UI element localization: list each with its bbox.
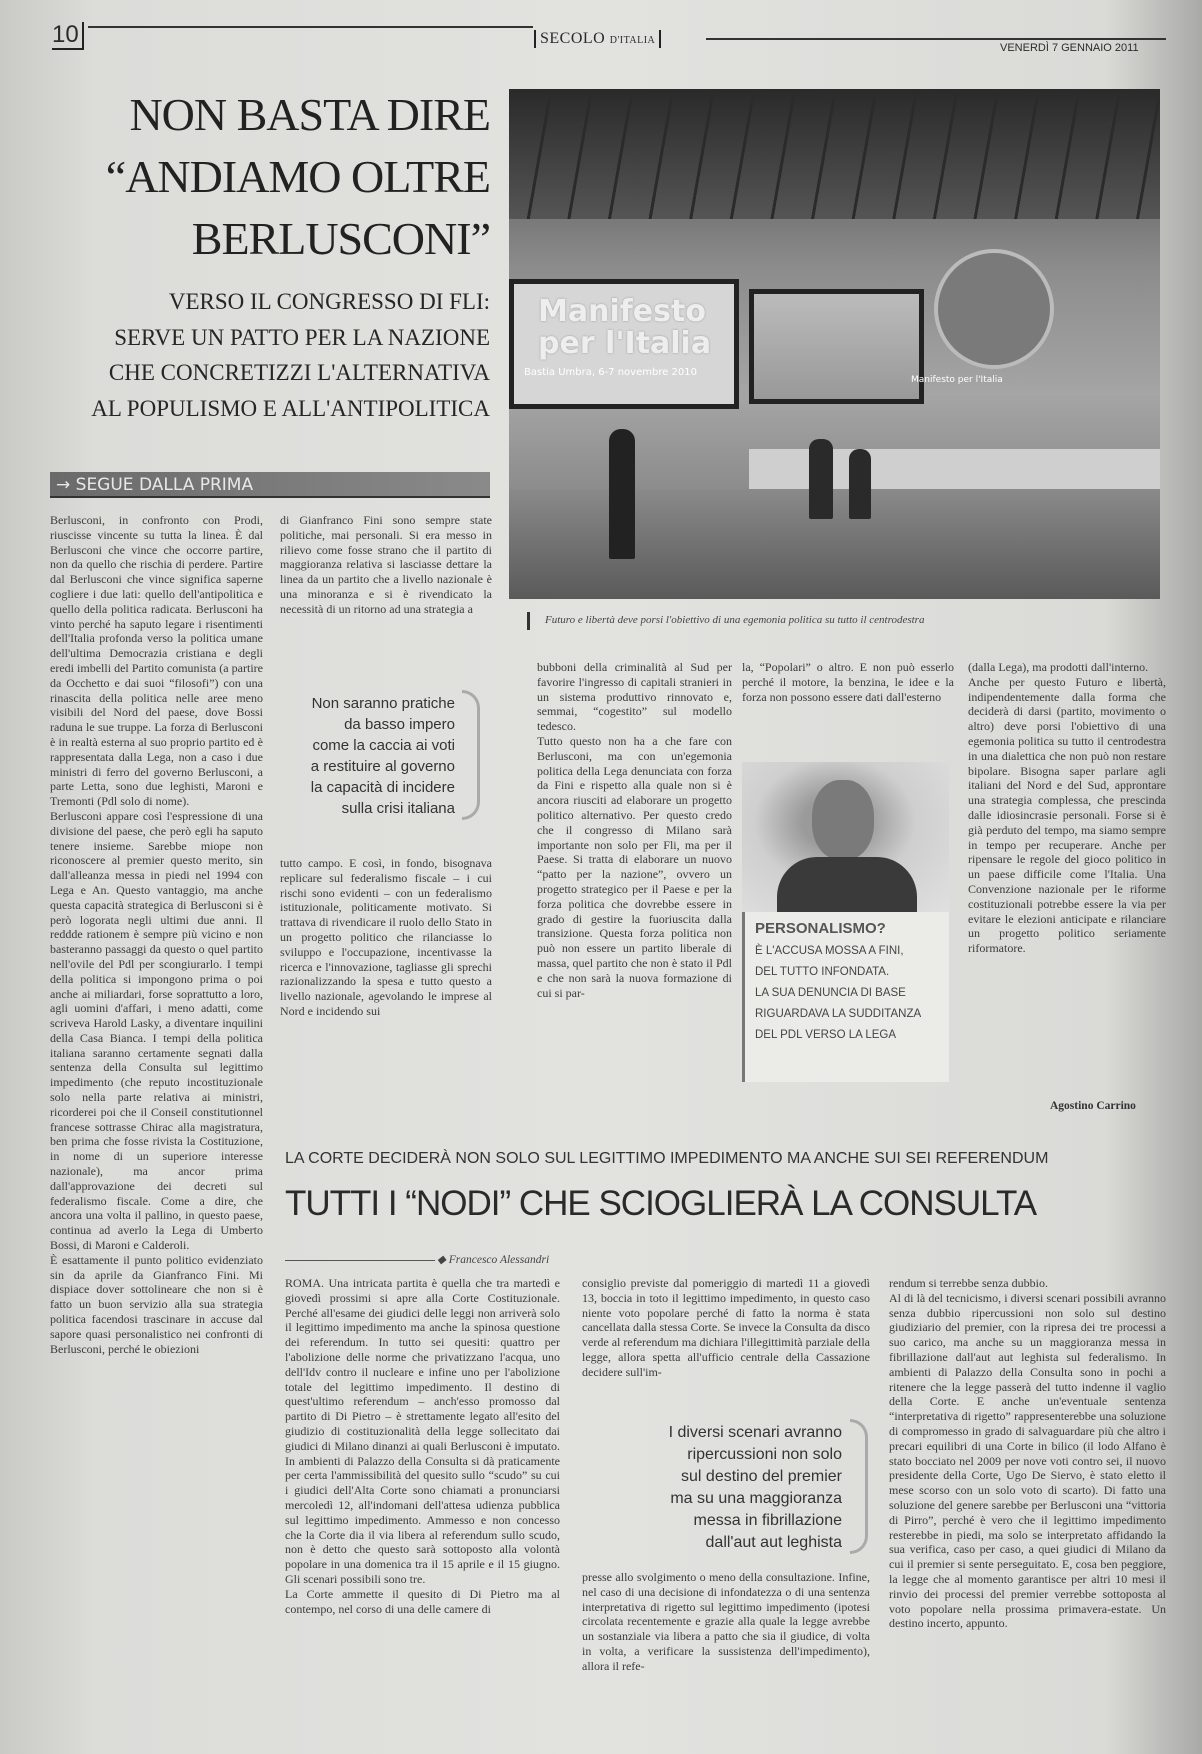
- header-rule-right: [706, 38, 1166, 40]
- second-screen: [749, 289, 924, 404]
- article1-column-4: la, “Popolari” o altro. E non può esserlo perché il motore, la benzina, le idee e la forza non possono essere dati dall'esterno: [742, 660, 954, 704]
- ceiling-truss: [509, 89, 1160, 219]
- masthead-small: D'ITALIA: [609, 35, 656, 46]
- photo-caption-rule: [527, 612, 530, 630]
- event-photo: [509, 89, 1160, 599]
- logo-caption: Manifesto per l'Italia: [911, 375, 1003, 385]
- article2-byline: ◆ Francesco Alessandri: [437, 1254, 550, 1266]
- article2-column-2-top: consiglio previste dal pomeriggio di martedì 11 a giovedì 13, boccia in toto il legittimo impedimento, in questo caso niente voto popolare perché di fatto la norma è stata cancellata dalla stessa Corte. Se invece la Consulta da disco verde al referendum ma dichiara l'illegittimità parziale della legge, allora spetta all'ufficio centrale della Cassazione decidere sull'im-: [582, 1276, 870, 1379]
- portrait-head: [812, 780, 874, 860]
- byline-rule: [285, 1260, 435, 1261]
- article2-kicker: LA CORTE DECIDERÀ NON SOLO SUL LEGITTIMO IMPEDIMENTO MA ANCHE SUI SEI REFERENDUM: [285, 1150, 1049, 1167]
- article1-column-2-bottom: tutto campo. E così, in fondo, bisognava replicare sul federalismo fiscale – i cui rischi sono evidenti – con un federalismo istituzionale, politicamente motivato. Si trattava di rivendicare il ruolo dello Stato in un progetto politico che rilanciasse lo sviluppo e l'occupazione, incentivasse la ricerca e l'innovazione, tagliasse gli sprechi razionalizzando la spesa e tutto questo a livello nazionale, agevolando le imprese al Nord e incidendo sui: [280, 856, 492, 1018]
- box-line: RIGUARDAVA LA SUDDITANZA: [755, 1008, 922, 1020]
- box-line: DEL PDL VERSO LA LEGA: [755, 1029, 897, 1041]
- article1-column-2-top: di Gianfranco Fini sono sempre state politiche, mai personali. Si era messo in rilievo come fosse strano che il partito di maggioranza relativa si lasciasse dettare la linea da un partito che a livello nazionale è una minoranza e si è rivendicato la necessità di un ritorno ad una strategia a: [280, 513, 492, 616]
- pull-quote: Non saranno pratiche da basso impero come la caccia ai voti a restituire al governo la capacità di incidere sulla crisi italiana: [310, 695, 455, 817]
- issue-date: VENERDÌ 7 GENNAIO 2011: [1000, 42, 1139, 54]
- subheadline-line: SERVE UN PATTO PER LA NAZIONE: [114, 324, 490, 350]
- box-line: È L'ACCUSA MOSSA A FINI,: [755, 945, 904, 957]
- article1-column-5: (dalla Lega), ma prodotti dall'interno. Anche per questo Futuro e libertà, indipendentemente dalla forma che deciderà di darsi (partito, movimento o altro) deve porsi l'obiettivo di una egemonia politica su tutto il centrodestra in una dialettica che non può non restare bipolare. Bisogna saper parlare agli italiani del Nord e del Sud, approntare una strategia complessa, che prescinda dalle idiosincrasie personali. Forse si è già perduto del tempo, ma siamo sempre in tempo per recuperare. Anche per ripensare le regole del gioco politico in un paese difficile come l'Italia. Una Convenzione nazionale per le riforme costituzionali potrebbe essere la via per evitare le elezioni anticipate e rilanciare un progetto politico seriamente riformatore.: [968, 660, 1166, 956]
- headline-line: NON BASTA DIRE: [129, 89, 490, 140]
- pull-quote: I diversi scenari avranno ripercussioni non solo sul destino del premier ma su una maggioranza messa in fibrillazione dall'aut aut leghista: [668, 1424, 842, 1551]
- article2-column-1: ROMA. Una intricata partita è quella che tra martedì e giovedì prossimi si apre alla Corte Costituzionale. Perché all'esame dei giudici delle leggi non arriverà solo il legittimo impedimento ma anche la spinosa questione dei referendum. In tutto sei quesiti: quattro per l'abolizione delle norme che privatizzano l'acqua, uno dell'Idv contro il nucleare e infine uno per l'abolizione totale del legittimo impedimento. Il destino di quest'ultimo referendum – anch'esso promosso dal partito di Di Pietro – è strettamente legato all'esito del giudizio di costituzionalità della legge sollecitato dai giudici di Milano dinanzi ai quali Berlusconi è imputato. In ambienti di Palazzo della Consulta si dà praticamente per certa l'ammissibilità del quesito sullo “scudo” su cui i giudici dell'Alta Corte sono chiamati a pronunciarsi mercoledì 12, all'indomani dell'attesa udienza pubblica sul legittimo impedimento. Ammesso e non concesso che la Corte dia il via libera al referendum sullo scudo, non è detto che questo sarà sottoposto alla volontà popolare in una domenica tra il 15 aprile e il 15 giugno. Gli scenari possibili sono tre. La Corte ammette il quesito di Di Pietro ma al contempo, nel corso di una delle camere di: [285, 1276, 560, 1616]
- byline-name: Francesco Alessandri: [448, 1254, 550, 1266]
- article2-column-2-bottom: presse allo svolgimento o meno della consultazione. Infine, nel caso di una decisione di infondatezza o di una sentenza interpretativa di rigetto sul legittimo impedimento (ipotesi circolata recentemente e grazie alla quale la legge avrebbe un sostanziale via libera a patto che sia il giudice, di volta in volta, a verificare la sussistenza dell'impedimento), allora il refe-: [582, 1570, 870, 1673]
- subheadline-line: AL POPULISMO E ALL'ANTIPOLITICA: [91, 395, 490, 421]
- section-label: → SEGUE DALLA PRIMA: [56, 475, 254, 495]
- box-title: PERSONALISMO?: [755, 920, 886, 937]
- screen-title: per l'Italia: [538, 326, 712, 361]
- subheadline: [40, 284, 490, 426]
- author-signature: Agostino Carrino: [1050, 1100, 1136, 1112]
- pull-quote-brace: [462, 690, 480, 820]
- subheadline-line: VERSO IL CONGRESSO DI FLI:: [168, 289, 490, 314]
- stage-logo: [934, 249, 1054, 369]
- masthead: [534, 30, 661, 48]
- subheadline-line: CHE CONCRETIZZI L'ALTERNATIVA: [108, 360, 490, 385]
- stage-screen: [509, 279, 739, 409]
- headline-line: “ANDIAMO OLTRE: [105, 151, 490, 202]
- box-line: DEL TUTTO INFONDATA.: [755, 966, 890, 978]
- section-label-bar: [50, 472, 490, 498]
- box-line: LA SUA DENUNCIA DI BASE: [755, 987, 906, 999]
- article1-column-1: Berlusconi, in confronto con Prodi, riuscisse vincente su tutta la linea. È dal Berlusconi che vince che occorre partire, non da quello che rischia di perdere. Partire dal Berlusconi che vince significa saperne cogliere i due lati: quello dell'antipolitica e quello della politica radicata. Berlusconi ha vinto perché ha saputo legare i risentimenti dell'Italia profonda verso la politica umane dell'ultima Democrazia cristiana e degli eredi imbelli del Partito comunista (a partire da Occhetto e dai suoi “filosofi”) con una rinascita della politica nelle aree meno visibili del Nord del paese, dove Bossi raduna le sue truppe. La forza di Berlusconi è in realtà esterna al suo proprio partito ed è rappresentata dalla Lega, non a caso i due ministri di ferro del governo Berlusconi, a parte Letta, sono due leghisti, Maroni e Tremonti (Pdl solo di nome). Berlusconi appare così l'espressione di una divisione del paese, che però egli ha saputo tenere insieme. Sarebbe miope non riconoscere al premier questo merito, sin dall'alleanza messa in piedi nel 1994 con Lega e An. Questo vantaggio, ma anche questa capacità strategica di Berlusconi si è però logorata negli ultimi due anni. Il reddde rationem è sempre più vicino e non basteranno passaggi da questo o quel partito nell'ovile del Pdl per scongiurarlo. I tempi della politica si impongono prima o poi anche ai miliardari, forse soprattutto a loro, agli uomini d'affari, i meno adatti, come scriveva Harold Lasky, a diventare inquilini della Casa Bianca. I tempi della politica italiana saranno certamente segnati dalla sentenza della Consulta sul legittimo impedimento (che reputo incostituzionale solo nella parte relativa ai ministri, ricorderei poi che il Conseil constitutionnel francese sottrasse Chirac alla magistratura, ben prima che fosse rivista la Costituzione, in nome di un superiore interesse nazionale), ma ancor prima dall'approvazione dei decreti sul federalismo fiscale. Come a dire, che ancora una volta il pallino, in questo paese, continua ad averlo la Lega di Umberto Bossi, di Maroni e Calderoli. È esattamente il punto politico evidenziato sin da aprile da Gianfranco Fini. Mi dispiace dover sottolineare che non si è fatto un buon servizio alla sua strategia politica facendosi trascinare in accuse dal sapore quasi personalistico nei confronti di Berlusconi, perché le obiezioni: [50, 513, 263, 1356]
- person-silhouette: [849, 449, 871, 519]
- screen-title: Manifesto: [538, 294, 706, 329]
- person-silhouette: [609, 429, 635, 559]
- floor: [509, 489, 1160, 599]
- headline: [40, 84, 490, 270]
- person-silhouette: [809, 439, 833, 519]
- article2-title: TUTTI I “NODI” CHE SCIOGLIERÀ LA CONSULTA: [285, 1184, 1037, 1223]
- masthead-name: SECOLO: [540, 30, 606, 47]
- photo-caption: Futuro e libertà deve porsi l'obiettivo di una egemonia politica su tutto il centrodestra: [545, 614, 925, 626]
- headline-line: BERLUSCONI”: [191, 213, 490, 264]
- article1-column-3: bubboni della criminalità al Sud per favorire l'ingresso di capitali stranieri in un sistema produttivo rinnovato e, semmai, “cogestito” sul modello tedesco. Tutto questo non ha a che fare con Berlusconi, ma con un'egemonia politica della Lega denunciata con forza da Fini e rispetto alla quale non si è ancora riusciti ad elaborare un progetto politico alternativo. Per questo credo che il congresso di Milano sarà importante non solo per Fli, ma per il Paese. Si tratta di elaborare un nuovo “patto per la nazione”, ovvero un progetto strategico per il Paese e per la forza politica che dovrebbe essere in grado di gestire la fuoriuscita dalla transizione. Questa forza politica non può non essere un partito liberale di massa, quel partito che non è stato il Pdl e che non sarà la nuova formazione di cui si par-: [537, 660, 732, 1000]
- portrait-photo: [742, 762, 949, 912]
- portrait-body: [777, 857, 917, 912]
- highlight-box: [742, 912, 949, 1082]
- article2-column-3: rendum si terrebbe senza dubbio. Al di là del tecnicismo, i diversi scenari possibili avranno senza dubbio ripercussioni non solo sul destino giudiziario del premier, con la ripresa dei tre processi a suo carico, ma anche su un maggioranza messa in fibrillazione dall'aut aut leghista sul federalismo. In ambienti di Palazzo della Consulta sono in pochi a ritenere che la legge passerà del tutto indenne il vaglio della Corte. E anche un'eventuale sentenza “interpretativa di rigetto” rappresenterebbe una soluzione di compromesso in grado di salvaguardare più che altro i precari equilibri di una Corte in bilico (il lodo Alfano è stato bocciato nel 2009 per nove voti contro sei, il nuovo presidente della Corte, Ugo De Siervo, è stato eletto il mese scorso con un solo voto di scarto). Di fatto una soluzione del genere sarebbe per Berlusconi una “vittoria di Pirro”, perché è vero che il legittimo impedimento resterebbe in piedi, ma solo se interpretato affidando la sua verifica, caso per caso, a quei giudici di Milano da cui il premier si sente perseguitato. E, cosa ben peggiore, la legge che al momento garantisce per altri 10 mesi il rinvio dei processi del premier verrebbe sottoposta al voto popolare nella prossima primavera-estate. Un destino incerto, appunto.: [889, 1276, 1166, 1631]
- page-number: 10: [52, 22, 84, 50]
- pull-quote-brace: [850, 1419, 868, 1554]
- header-rule-left: [88, 26, 533, 28]
- screen-subtitle: Bastia Umbra, 6-7 novembre 2010: [524, 367, 698, 378]
